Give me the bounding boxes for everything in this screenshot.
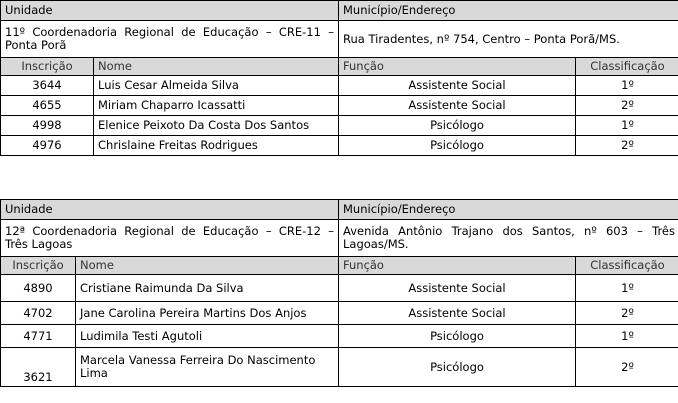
unidade-label: Unidade <box>1 1 339 21</box>
table-header-row <box>1 1 678 21</box>
table-row <box>1 116 678 136</box>
table-row <box>1 348 678 387</box>
table-header-row <box>1 200 678 220</box>
classificacao-cell: 2º <box>576 302 678 325</box>
table-row <box>1 76 678 96</box>
classificacao-cell: 2º <box>576 348 678 387</box>
unit-row <box>1 21 678 58</box>
classificacao-cell: 1º <box>576 325 678 348</box>
table-row <box>1 96 678 116</box>
inscricao-cell: 4702 <box>1 302 76 325</box>
inscricao-cell: 4998 <box>1 116 94 136</box>
municipio-label: Município/Endereço <box>339 200 678 220</box>
funcao-cell: Psicólogo <box>339 116 576 136</box>
unit-row <box>1 220 678 257</box>
unidade-name: 12ª Coordenadoria Regional de Educação – CRE-12 – Três Lagoas <box>1 220 339 257</box>
funcao-cell: Psicólogo <box>339 136 576 156</box>
inscricao-cell: 4771 <box>1 325 76 348</box>
nome-cell: Elenice Peixoto Da Costa Dos Santos <box>94 116 339 136</box>
inscricao-cell: 4655 <box>1 96 94 116</box>
nome-cell: Ludimila Testi Agutoli <box>76 325 339 348</box>
table-row <box>1 275 678 302</box>
funcao-cell: Assistente Social <box>339 96 576 116</box>
col-inscricao: Inscrição <box>1 58 94 76</box>
unidade-address: Avenida Antônio Trajano dos Santos, nº 603 – Três Lagoas/MS. <box>339 220 678 257</box>
table-row <box>1 325 678 348</box>
unidade-address: Rua Tiradentes, nº 754, Centro – Ponta Porã/MS. <box>339 21 678 58</box>
inscricao-cell: 4890 <box>1 275 76 302</box>
classificacao-cell: 1º <box>576 275 678 302</box>
unidade-label: Unidade <box>1 200 339 220</box>
funcao-cell: Assistente Social <box>339 76 576 96</box>
inscricao-cell: 3644 <box>1 76 94 96</box>
funcao-cell: Assistente Social <box>339 302 576 325</box>
col-classificacao: Classificação <box>576 58 678 76</box>
municipio-label: Município/Endereço <box>339 1 678 21</box>
col-nome: Nome <box>76 257 339 275</box>
inscricao-cell: 3621 <box>1 348 76 387</box>
column-header-row <box>1 257 678 275</box>
column-header-row <box>1 58 678 76</box>
nome-cell: Chrislaine Freitas Rodrigues <box>94 136 339 156</box>
nome-cell: Luis Cesar Almeida Silva <box>94 76 339 96</box>
funcao-cell: Psicólogo <box>339 325 576 348</box>
col-classificacao: Classificação <box>576 257 678 275</box>
col-inscricao: Inscrição <box>1 257 76 275</box>
cre-11-table <box>0 0 678 156</box>
funcao-cell: Psicólogo <box>339 348 576 387</box>
nome-cell: Marcela Vanessa Ferreira Do Nascimento Lima <box>76 348 339 387</box>
classificacao-cell: 1º <box>576 116 678 136</box>
classificacao-cell: 2º <box>576 96 678 116</box>
nome-cell: Jane Carolina Pereira Martins Dos Anjos <box>76 302 339 325</box>
col-nome: Nome <box>94 58 339 76</box>
nome-cell: Cristiane Raimunda Da Silva <box>76 275 339 302</box>
classificacao-cell: 2º <box>576 136 678 156</box>
unidade-name: 11º Coordenadoria Regional de Educação – CRE-11 – Ponta Porã <box>1 21 339 58</box>
col-funcao: Função <box>339 58 576 76</box>
inscricao-cell: 4976 <box>1 136 94 156</box>
classificacao-cell: 1º <box>576 76 678 96</box>
table-row <box>1 136 678 156</box>
cre-12-table <box>0 199 678 387</box>
table-row <box>1 302 678 325</box>
nome-cell: Miriam Chaparro Icassatti <box>94 96 339 116</box>
col-funcao: Função <box>339 257 576 275</box>
funcao-cell: Assistente Social <box>339 275 576 302</box>
